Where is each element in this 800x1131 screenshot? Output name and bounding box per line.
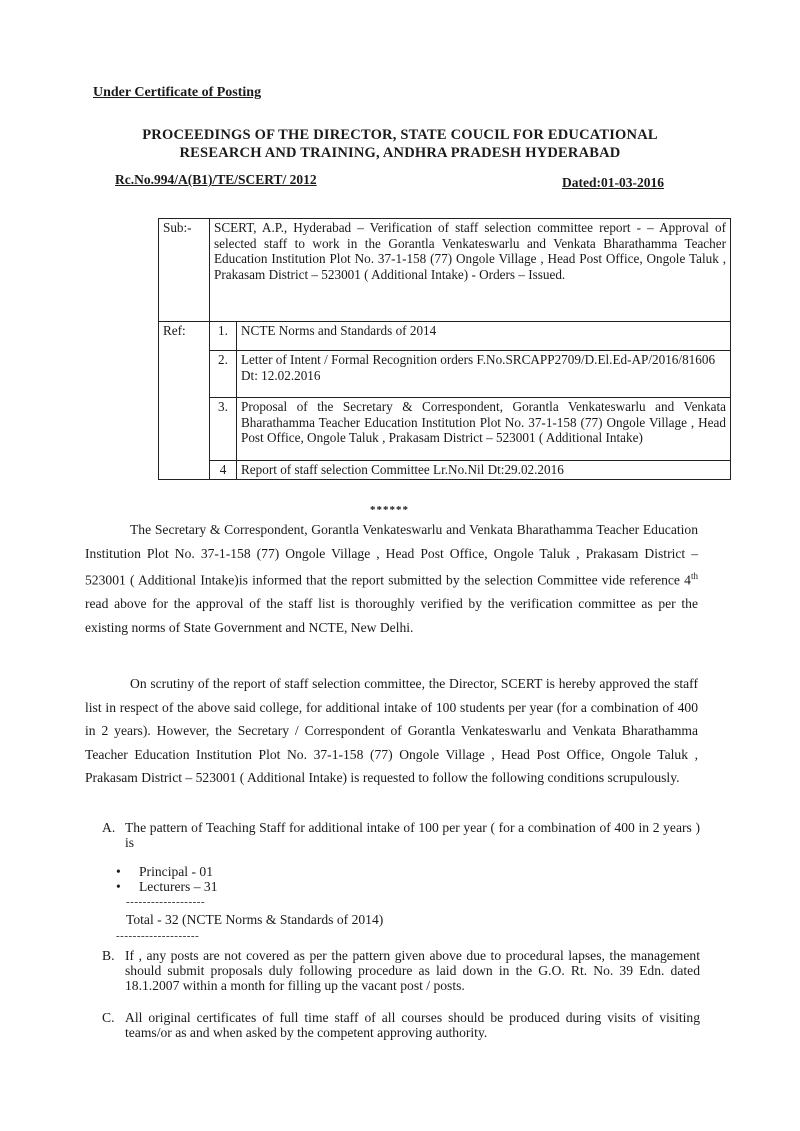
bullet-icon: • [116, 864, 121, 879]
dash-divider: -------------------- [116, 930, 200, 942]
reference-text-2: Letter of Intent / Formal Recognition orders F.No.SRCAPP2709/D.El.Ed-AP/2016/81606 Dt: 12.02.2016 [237, 351, 731, 398]
paragraph-1-text-b: read above for the approval of the staff list is thoroughly verified by the verification committee as per the existing norms of State Government and NCTE, New Delhi. [85, 596, 698, 635]
reference-text-3: Proposal of the Secretary & Correspondent, Gorantla Venkateswarlu and Venkata Bharathamma Teacher Education Institution Plot No. 37-1-158 (77) Ongole Village , Head Post Office, Ongole Taluk , Prakasam District – 523001 ( Additional Intake) [237, 398, 731, 461]
subject-text: SCERT, A.P., Hyderabad – Verification of staff selection committee report - – Approval of selected staff to work in the Gorantla Venkateswarlu and Venkata Bharathamma Teacher Education Institution Plot No. 37-1-158 (77) Ongole Village , Head Post Office, Ongole Taluk , Prakasam District – 523001 ( Additional Intake) - Orders – Issued. [210, 219, 731, 322]
paragraph-1-text-a: The Secretary & Correspondent, Gorantla Venkateswarlu and Venkata Bharathamma Teacher Education Institution Plot No. 37-1-158 (77) Ongole Village , Head Post Office, Ongole Taluk , Prakasam District – 523001 ( Additional Intake)is informed that the report submitted by the selection Committee vide reference 4 [85, 522, 698, 588]
subject-reference-table [158, 218, 731, 480]
dash-divider: ------------------- [126, 896, 206, 908]
reference-row [159, 351, 731, 398]
body-paragraph-2 [85, 672, 698, 790]
condition-a-marker: A. [102, 820, 116, 835]
reference-num-4: 4 [210, 461, 237, 480]
reference-num-2: 2. [210, 351, 237, 398]
body-paragraph-1 [85, 518, 698, 639]
reference-label: Ref: [159, 322, 210, 480]
under-certificate-label: Under Certificate of Posting [93, 85, 262, 100]
reference-number: Rc.No.994/A(B1)/TE/SCERT/ 2012 [115, 172, 317, 187]
reference-num-1: 1. [210, 322, 237, 351]
condition-c-text: All original certificates of full time staff of all courses should be produced during visits of visiting teams/or as and when asked by the competent approving authority. [125, 1010, 700, 1040]
reference-row [159, 398, 731, 461]
paragraph-2-text: On scrutiny of the report of staff selection committee, the Director, SCERT is hereby approved the staff list in respect of the above said college, for additional intake of 100 students per year (for a combination of 400 in 2 years). However, the Secretary / Correspondent of Gorantla Venkateswarlu and Venkata Bharathamma Teacher Education Institution Plot No. 37-1-158 (77) Ongole Village , Head Post Office, Ongole Taluk , Prakasam District – 523001 ( Additional Intake) is requested to follow the following conditions scrupulously. [85, 676, 698, 785]
heading-line-1: PROCEEDINGS OF THE DIRECTOR, STATE COUCIL FOR EDUCATIONAL [142, 127, 658, 143]
condition-c-marker: C. [102, 1010, 115, 1025]
section-separator: ****** [370, 504, 409, 516]
staff-lecturers: Lecturers – 31 [139, 879, 218, 894]
bullet-icon: • [116, 879, 121, 894]
condition-b-marker: B. [102, 948, 115, 963]
subject-label: Sub:- [159, 219, 210, 322]
subject-row [159, 219, 731, 322]
reference-text-4: Report of staff selection Committee Lr.No.Nil Dt:29.02.2016 [237, 461, 731, 480]
staff-total: Total - 32 (NCTE Norms & Standards of 2014) [126, 912, 384, 927]
document-date: Dated:01-03-2016 [562, 175, 664, 190]
proceedings-heading [110, 126, 690, 162]
condition-b-text: If , any posts are not covered as per the pattern given above due to procedural lapses, the management should submit proposals duly following procedure as laid down in the G.O. Rt. No. 39 Edn. dated 18.1.2007 within a month for filling up the vacant post / posts. [125, 948, 700, 993]
reference-text-1: NCTE Norms and Standards of 2014 [237, 322, 731, 351]
heading-line-2: RESEARCH AND TRAINING, ANDHRA PRADESH HYDERABAD [179, 145, 621, 161]
reference-row [159, 322, 731, 351]
paragraph-1-superscript: th [690, 571, 698, 581]
reference-row [159, 461, 731, 480]
condition-a-text: The pattern of Teaching Staff for additional intake of 100 per year ( for a combination of 400 in 2 years ) is [125, 820, 700, 850]
reference-num-3: 3. [210, 398, 237, 461]
staff-principal: Principal - 01 [139, 864, 213, 879]
